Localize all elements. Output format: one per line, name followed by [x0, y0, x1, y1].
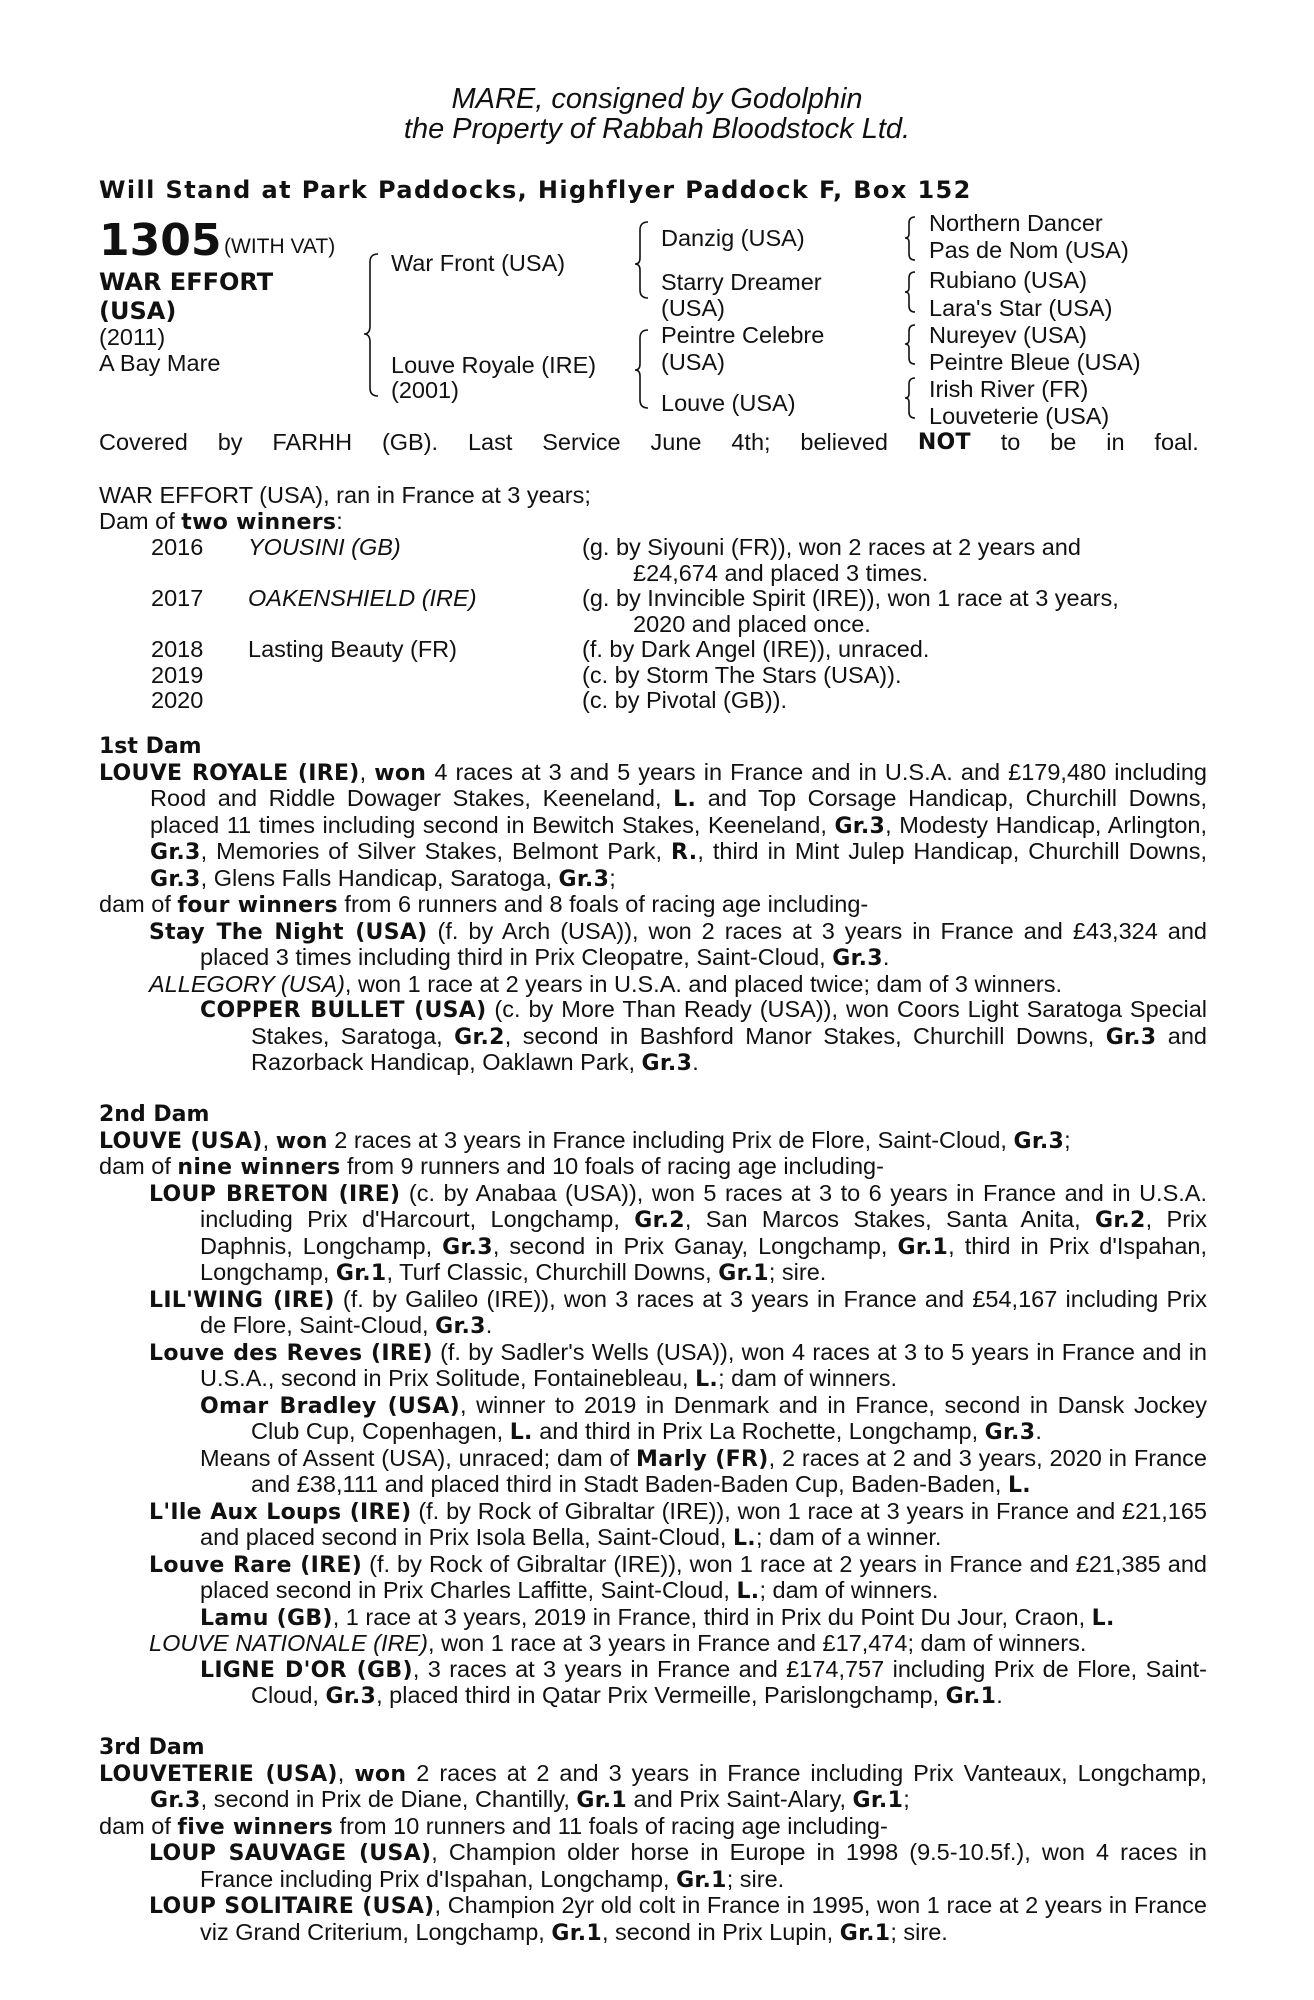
lot-number: 1305	[99, 215, 222, 266]
covered-word: Last	[467, 429, 513, 455]
progeny-details: (g. by Siyouni (FR)), won 2 races at 2 years and £24,674 and placed 3 times.	[582, 534, 1081, 586]
covered-word: (GB).	[381, 429, 439, 455]
pedigree-dsd: Peintre Bleue (USA)	[929, 349, 1141, 375]
horse-year: (2011)	[99, 324, 166, 350]
covered-word: by	[217, 429, 243, 455]
consignor-line: MARE, consigned by Godolphin	[451, 83, 863, 115]
progeny-name: Lasting Beauty (FR)	[248, 636, 457, 662]
dam-entry: LOUVETERIE (USA), won 2 races at 2 and 3 years in France including Prix Vanteaux, Longchamp, Gr.3, second in Prix de Diane, Chantilly, Gr.1 and Prix Saint-Alary, Gr.1;	[99, 1759, 1207, 1813]
produce-entry: LOUP BRETON (IRE) (c. by Anabaa (USA)), won 5 races at 3 to 6 years in France and in U.S.A. including Prix d'Harcourt, Longchamp, Gr.2, San Marcos Stakes, Santa Anita, Gr.2, Prix Daphnis, Longchamp, Gr.3, second in Prix Ganay, Longchamp, Gr.1, third in Prix d'Ispahan, Longchamp, Gr.1, Turf Classic, Churchill Downs, Gr.1; sire.	[149, 1179, 1208, 1286]
sire-dam-bracket	[364, 254, 378, 396]
progeny-year: 2018	[151, 636, 204, 662]
progeny-details: (c. by Storm The Stars (USA)).	[582, 661, 902, 688]
produce-entry: Omar Bradley (USA), winner to 2019 in Denmark and in France, second in Dansk Jockey Club Cup, Copenhagen, L. and third in Prix La Rochette, Longchamp, Gr.3.	[200, 1391, 1208, 1445]
progeny-name: YOUSINI (GB)	[248, 534, 401, 560]
produce-entry: LIGNE D'OR (GB), 3 races at 3 years in France and £174,757 including Prix de Flore, Saint-Cloud, Gr.3, placed third in Qatar Prix Vermeille, Parislongchamp, Gr.1.	[200, 1655, 1207, 1709]
produce-entry: LOUVE NATIONALE (IRE), won 1 race at 3 years in France and £17,474; dam of winners.	[149, 1630, 1087, 1656]
dam-of-summary: Dam of two winners:	[99, 507, 343, 535]
first-dam-section	[99, 734, 1207, 1077]
produce-entry: Stay The Night (USA) (f. by Arch (USA)), won 2 races at 3 years in France and £43,324 and placed 3 times including third in Prix Cleopatre, Saint-Cloud, Gr.3.	[149, 917, 1207, 971]
produce-entry: LOUP SAUVAGE (USA), Champion older horse in Europe in 1998 (9.5-10.5f.), won 4 races in France including Prix d'Ispahan, Longchamp, Gr.1; sire.	[149, 1839, 1207, 1893]
progeny-year: 2016	[151, 534, 204, 560]
pedigree-dss: Nureyev (USA)	[929, 322, 1088, 348]
covering-note	[99, 430, 1199, 456]
produce-entry: LIL'WING (IRE) (f. by Galileo (IRE)), won 3 races at 3 years in France and £54,167 including Prix de Flore, Saint-Cloud, Gr.3.	[149, 1285, 1207, 1339]
pedigree-dam-year: (2001)	[391, 377, 459, 403]
progeny-details: (g. by Invincible Spirit (IRE)), won 1 race at 3 years, 2020 and placed once.	[582, 585, 1119, 637]
stand-location: Will Stand at Park Paddocks, Highflyer Paddock F, Box 152	[99, 176, 972, 204]
starry-bracket	[905, 272, 915, 312]
progeny-name: OAKENSHIELD (IRE)	[248, 585, 477, 611]
produce-entry: LOUP SOLITAIRE (USA), Champion 2yr old colt in France in 1995, won 1 race at 2 years in France viz Grand Criterium, Longchamp, Gr.1, second in Prix Lupin, Gr.1; sire.	[149, 1892, 1207, 1946]
progeny-details: (f. by Dark Angel (IRE)), unraced.	[582, 636, 930, 662]
covered-word: to	[1000, 429, 1021, 455]
pedigree-ssd: Pas de Nom (USA)	[929, 237, 1129, 263]
covered-word: FARHH	[272, 429, 353, 455]
section-title: 3rd Dam	[99, 1735, 205, 1760]
horse-description: A Bay Mare	[99, 350, 221, 376]
horse-name-line1: WAR EFFORT	[99, 268, 274, 296]
dam-entry: LOUVE (USA), won 2 races at 3 years in France including Prix de Flore, Saint-Cloud, Gr.3;	[99, 1126, 1071, 1154]
progeny-year: 2017	[151, 585, 204, 611]
progeny-year: 2019	[151, 661, 204, 688]
danzig-bracket	[905, 217, 915, 260]
peintre-bracket	[905, 325, 915, 364]
produce-entry: COPPER BULLET (USA) (c. by More Than Ready (USA)), won Coors Light Saratoga Special Stakes, Saratoga, Gr.2, second in Bashford Manor Stakes, Churchill Downs, Gr.3 and Razorback Handicap, Oaklawn Park, Gr.3.	[200, 996, 1207, 1076]
covered-word: be	[1050, 429, 1077, 455]
dam-of-line: dam of four winners from 6 runners and 8 foals of racing age including-	[99, 891, 869, 918]
pedigree-dam: Louve Royale (IRE)	[391, 352, 597, 378]
owner-line: the Property of Rabbah Bloodstock Ltd.	[403, 113, 911, 145]
covered-word: in	[1106, 429, 1125, 455]
covered-word: June	[650, 429, 702, 455]
dam-of-line: dam of nine winners from 9 runners and 10 foals of racing age including-	[99, 1153, 884, 1180]
progeny-row	[99, 688, 1209, 714]
pedigree-sss: Northern Dancer	[929, 210, 1103, 236]
progeny-row	[99, 637, 1209, 663]
produce-entry: Louve des Reves (IRE) (f. by Sadler's Wells (USA)), won 4 races at 3 to 5 years in France and in U.S.A., second in Prix Solitude, Fontainebleau, L.; dam of winners.	[149, 1338, 1207, 1392]
dam-line-bracket	[635, 330, 648, 408]
produce-entry: Lamu (GB), 1 race at 3 years, 2019 in France, third in Prix du Point Du Jour, Craon, L.	[200, 1603, 1115, 1631]
horse-name-line2: (USA)	[99, 297, 177, 325]
covered-word: believed	[800, 429, 888, 455]
dam-of-line: dam of five winners from 10 runners and 11 foals of racing age including-	[99, 1812, 888, 1840]
progeny-details: (c. by Pivotal (GB)).	[582, 687, 788, 713]
pedigree-dam-sire-1: Peintre Celebre	[661, 322, 825, 348]
pedigree-sdd: Lara's Star (USA)	[929, 295, 1113, 321]
covered-word: Covered	[99, 429, 188, 455]
produce-entry: ALLEGORY (USA), won 1 race at 2 years in U.S.A. and placed twice; dam of 3 winners.	[149, 970, 1063, 997]
pedigree-sds: Rubiano (USA)	[929, 267, 1088, 293]
section-title: 1st Dam	[99, 734, 202, 759]
pedigree-sire-dam-1: Starry Dreamer	[661, 269, 822, 295]
pedigree-dam-sire-2: (USA)	[661, 349, 725, 375]
pedigree-sire-dam-2: (USA)	[661, 295, 725, 321]
covered-word: Service	[542, 429, 621, 455]
sire-line-bracket	[635, 222, 648, 298]
pedigree-dam-dam: Louve (USA)	[661, 390, 796, 416]
covered-word: 4th;	[731, 429, 771, 455]
covered-word: foal.	[1154, 429, 1199, 455]
pedigree-sire: War Front (USA)	[391, 250, 566, 276]
produce-entry: Means of Assent (USA), unraced; dam of Marly (FR), 2 races at 2 and 3 years, 2020 in France and £38,111 and placed third in Stadt Baden-Baden Cup, Baden-Baden, L.	[200, 1444, 1207, 1498]
second-dam-section	[99, 1102, 1207, 1710]
vat-note: (WITH VAT)	[224, 235, 336, 258]
progeny-row	[99, 663, 1209, 689]
produce-entry: L'Ile Aux Loups (IRE) (f. by Rock of Gibraltar (IRE)), won 1 race at 3 years in France and £21,165 and placed second in Prix Isola Bella, Saint-Cloud, L.; dam of a winner.	[149, 1497, 1207, 1551]
dam-sections	[99, 734, 1207, 1972]
racing-record	[99, 483, 1209, 714]
dam-entry: LOUVE ROYALE (IRE), won 4 races at 3 and 5 years in France and in U.S.A. and £179,480 including Rood and Riddle Dowager Stakes, Keeneland, L. and Top Corsage Handicap, Churchill Downs, placed 11 times including second in Bewitch Stakes, Keeneland, Gr.3, Modesty Handicap, Arlington, Gr.3, Memories of Silver Stakes, Belmont Park, R., third in Mint Julep Handicap, Churchill Downs, Gr.3, Glens Falls Handicap, Saratoga, Gr.3;	[99, 758, 1207, 892]
pedigree-sire-sire: Danzig (USA)	[661, 225, 805, 251]
pedigree-dds: Irish River (FR)	[929, 376, 1089, 402]
covered-word-not: NOT	[917, 430, 971, 455]
pedigree-ddd: Louveterie (USA)	[929, 403, 1110, 429]
progeny-year: 2020	[151, 687, 204, 713]
progeny-row	[99, 586, 1209, 637]
produce-entry: Louve Rare (IRE) (f. by Rock of Gibraltar (IRE)), won 1 race at 2 years in France and £21,385 and placed second in Prix Charles Laffitte, Saint-Cloud, L.; dam of winners.	[149, 1550, 1208, 1604]
third-dam-section	[99, 1735, 1207, 1946]
progeny-row	[99, 535, 1209, 586]
race-summary: WAR EFFORT (USA), ran in France at 3 years;	[99, 482, 591, 508]
louve-bracket	[905, 378, 915, 418]
section-title: 2nd Dam	[99, 1102, 210, 1127]
